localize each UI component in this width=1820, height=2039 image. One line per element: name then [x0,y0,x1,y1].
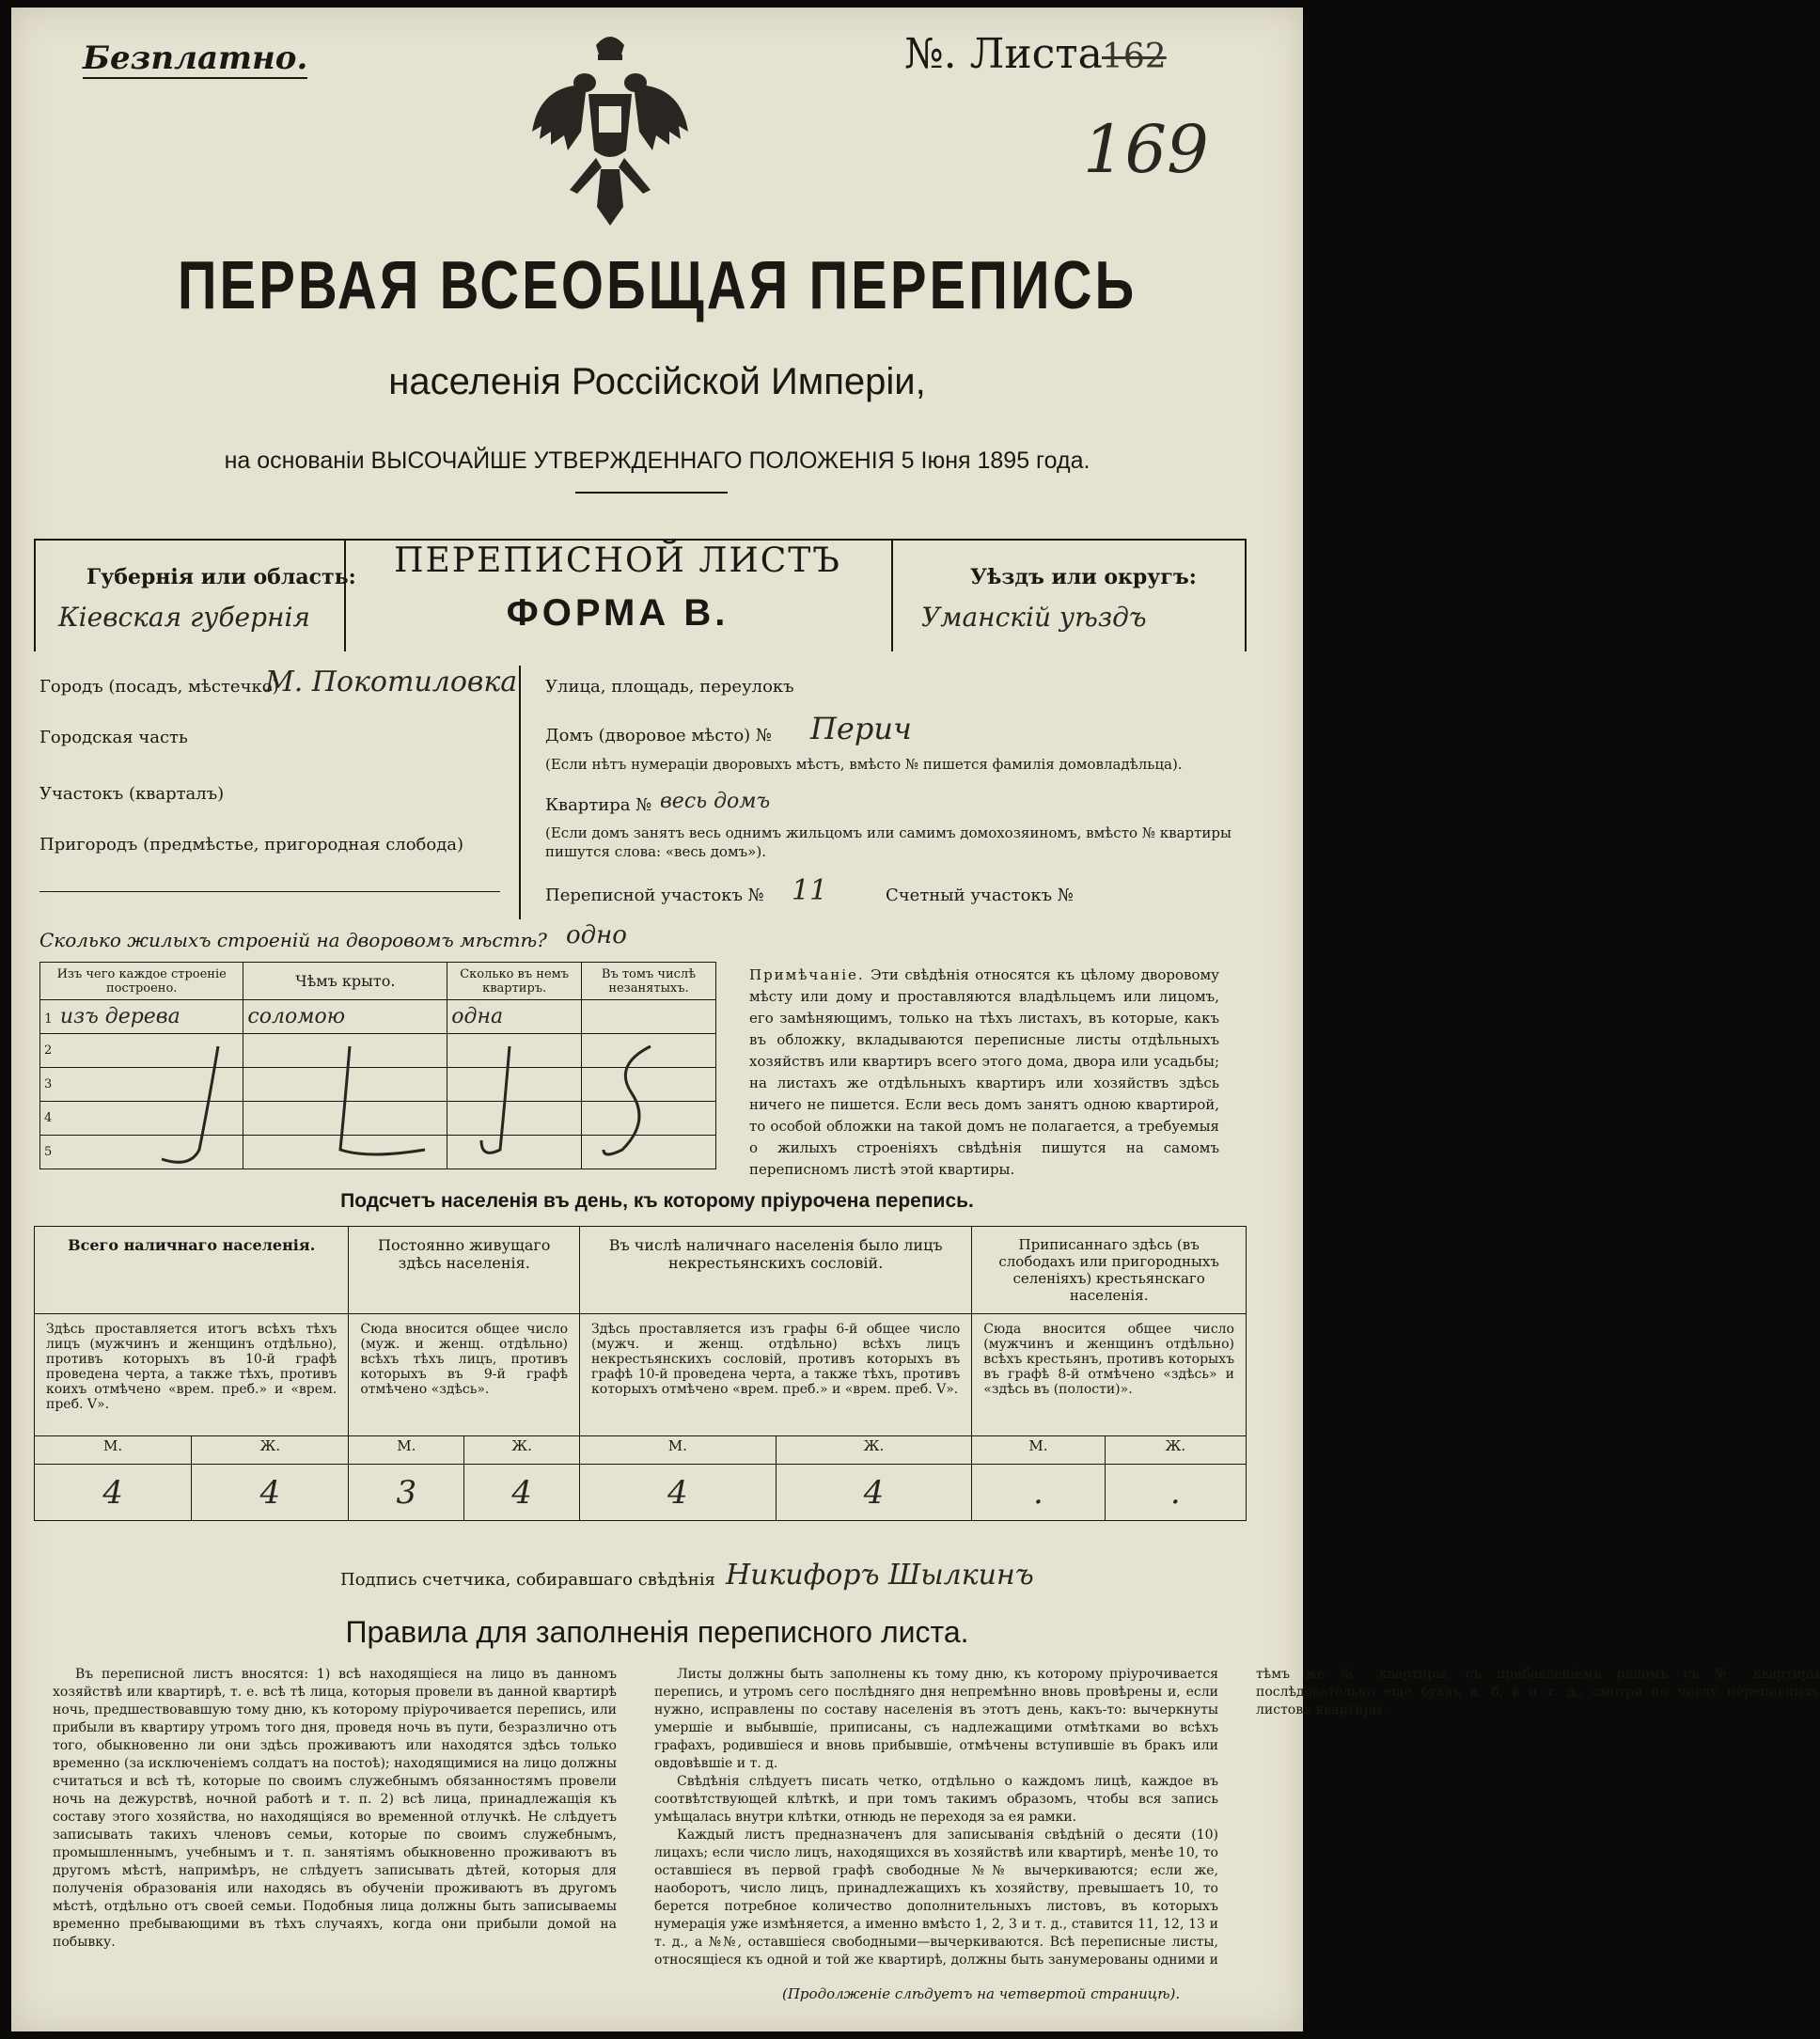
count-f-label: Ж. [192,1436,349,1465]
count-head-permanent: Постоянно живущаго здѣсь населенія. [349,1227,580,1314]
row-number: 4 [44,1111,53,1125]
basis-line: на основаніи ВЫСОЧАЙШЕ УТВЕРЖДЕННАГО ПОЛОЖЕНІЯ 5 Іюня 1895 года. [224,447,1090,474]
count-desc-nonpeasant: Здѣсь проставляется изъ графы 6-й общее число (мужч. и женщ. отдѣльно) всѣхъ лицъ некрестьянскихъ сословій, противъ которыхъ въ графѣ 10-й проведена черта, а также тѣхъ, противъ которыхъ отмѣчено «врем. преб.» и «врем. преб. V». [580,1314,972,1436]
buildings-header-material: Изъ чего каждое строеніе построено. [40,963,243,1000]
kvartira-value: весь домъ [660,790,771,813]
subtitle: населенія Россійской Имперіи, [388,361,926,402]
count-head-peasant: Приписаннаго здѣсь (въ слободахъ или пригородныхъ селеніяхъ) крестьянскаго населенія. [972,1227,1247,1314]
rules-paragraph-3: Свѣдѣнія слѣдуетъ писать четко, отдѣльно о каждомъ лицѣ, каждое въ соотвѣтствующей клѣткѣ, и при томъ такимъ образомъ, чтобы вся запись умѣщалась внутри клѣтки, отнюдь не переходя за ея рамки. [654,1774,1218,1825]
count-f-label: Ж. [1105,1436,1246,1465]
dom-value: Перич [810,711,912,746]
uezd-label: Уѣздъ или округъ: [970,565,1197,589]
count-desc-permanent: Сюда вносится общее число (муж. и женщ. отдѣльно) всѣхъ тѣхъ лицъ, противъ которыхъ въ 9-й графѣ отмѣчено «здѣсь». [349,1314,580,1436]
main-title: ПЕРВАЯ ВСЕОБЩАЯ ПЕРЕПИСЬ [177,246,1138,324]
row-apts: одна [447,1000,582,1034]
form-title: ПЕРЕПИСНОЙ ЛИСТЪ [394,541,841,580]
rules-paragraph-2: Листы должны быть заполнены къ тому дню, къ которому пріурочивается перепись, и утромъ сего послѣдняго дня непремѣнно вновь провѣрены и, если нужно, исправлены по составу населенія въ этотъ день, какъ-то: вычеркнуты умершіе и выбывшіе, приписаны, съ надлежащими отмѣтками во всѣхъ графахъ, родившіеся и вновь прибывшіе, отмѣчены вступившіе въ бракъ или овдовѣвшіе и т. д. [654,1667,1218,1771]
sheet-number-handwritten: 169 [1083,111,1209,188]
sheet-number-label: №. Листа [904,30,1103,78]
note-label: Примѣчаніе. [749,966,865,983]
dom-note: (Если нѣтъ нумераціи дворовыхъ мѣстъ, вмѣсто № пишется фамилія домовладѣльца). [545,756,1183,773]
gorod-value: М. Покотиловка [265,666,518,698]
count-m-label: М. [580,1436,777,1465]
count-total-f: 4 [192,1465,349,1521]
rules-paragraph-4: Каждый листъ предназначенъ для записыванія свѣдѣній о десяти (10) лицахъ; если число лицъ, находящихся въ хозяйствѣ или квартирѣ, менѣе 10, то оставшіеся въ первой графѣ свободные №№ вычеркиваются; если же, наоборотъ, число лицъ, принадлежащихъ къ хозяйству, превышаетъ 10, то берется потребное количество дополнительныхъ листовъ, въ которыхъ нумерація уже измѣняется, а именно вмѣсто 1, 2, 3 и т. д., ставится 11, 12, 13 и т. д., а №№, оставшіеся свободными—вычеркиваются. Всѣ переписные листы, относящіеся къ одной и той же квартирѣ, должны быть занумерованы одними и тѣмъ же № квартиры, съ прибавленіемъ рядомъ съ № квартиры послѣдовательно еще буквъ а, б, в и т. д., смотря по числу переписныхъ листовъ квартиры. [654,1667,1820,1968]
sheet-number-struck: 162 [1102,38,1167,76]
gubernia-value: Кіевская губернія [58,602,310,633]
buildings-dash-marks [39,1037,716,1178]
row-vacant [581,1000,715,1034]
count-m-label: М. [349,1436,464,1465]
count-permanent-f: 4 [464,1465,580,1521]
perepisnoy-label: Переписной участокъ № [545,886,764,905]
title-divider [575,492,728,494]
count-table [34,1226,1247,1521]
count-permanent-m: 3 [349,1465,464,1521]
free-label: Безплатно. [83,39,308,77]
rules-continued: (Продолженіе слѣдуетъ на четвертой страницѣ). [782,1985,1181,2002]
form-subtitle: ФОРМА В. [506,592,730,634]
row-number: 1 [44,1012,53,1027]
row-number: 3 [44,1077,53,1091]
dom-label: Домъ (дворовое мѣсто) № [545,726,772,745]
signature-label: Подпись счетчика, собиравшаго свѣдѣнія [340,1570,715,1590]
rules-title: Правила для заполненія переписного листа. [345,1615,969,1649]
buildings-question: Сколько жилыхъ строеній на дворовомъ мѣстѣ? [39,929,547,951]
count-peasant-m: . [972,1465,1105,1521]
form-box-right [1245,539,1247,651]
row-number: 2 [44,1043,53,1058]
count-m-label: М. [35,1436,192,1465]
count-f-label: Ж. [776,1436,972,1465]
form-box-left [34,539,36,651]
schetny-label: Счетный участокъ № [886,886,1074,905]
rules-paragraph-1: Въ переписной листъ вносятся: 1) всѣ находящіеся на лицо въ данномъ хозяйствѣ или квартирѣ, т. е. всѣ тѣ лица, которыя провели въ данной квартирѣ ночь, предшествовавшую тому дню, къ которому пріурочивается перепись, или прибыли въ квартиру утромъ того дня, проведя ночь въ пути, безразлично отъ того, обыкновенно ли они здѣсь проживаютъ или находятся здѣсь только временно (за исключеніемъ солдатъ на постоѣ); находящимися на лицо должны считаться и всѣ тѣ, которые по своимъ служебнымъ обязанностямъ провели ночь на дежурствѣ, ночной работѣ и т. п. 2) всѣ лица, принадлежащія къ составу этого хозяйства, но находящіяся во временной отлучкѣ. Не слѣдуетъ записывать такихъ членовъ семьи, которые по своимъ служебнымъ, промышленнымъ, учебнымъ и т. п. занятіямъ обыкновенно проживаютъ въ другомъ мѣстѣ, напримѣръ, не слѣдуетъ записывать дѣтей, которыя для полученія образованія или находясь въ обученіи проживаютъ въ другомъ мѣстѣ, отдѣльно отъ своей семьи. Подобныя лица должны быть записываемы временно пребывающими въ тѣхъ случаяхъ, когда они прибыли домой на побывку. [53,1667,617,1950]
prigorod-label: Пригородъ (предмѣстье, пригородная слобода) [39,835,464,855]
count-head-total: Всего наличнаго населенія. [35,1227,349,1314]
kvartira-label: Квартира № [545,795,652,815]
census-sheet [11,8,1820,2031]
count-m-label: М. [972,1436,1105,1465]
count-desc-peasant: Сюда вносится общее число (мужчинъ и женщинъ отдѣльно) всѣхъ крестьянъ, противъ которыхъ въ графѣ 8-й отмѣчено «здѣсь» и «здѣсь въ (полости)». [972,1314,1247,1436]
form-box-top [34,539,1247,541]
ulitsa-label: Улица, площадь, переулокъ [545,677,794,697]
gubernia-label: Губернія или область: [86,565,356,589]
prigorod-line [39,891,500,892]
gorod-label: Городъ (посадъ, мѣстечко) [39,677,279,697]
count-nonpeasant-m: 4 [580,1465,777,1521]
count-desc-total: Здѣсь проставляется итогъ всѣхъ тѣхъ лицъ (мужчинъ и женщинъ отдѣльно), противъ которыхъ въ 10-й графѣ проведена черта, а также тѣхъ, противъ коихъ отмѣчено «врем. преб.» и «врем. преб. V». [35,1314,349,1436]
buildings-answer: одно [566,921,627,949]
rules-text [53,1666,1820,1982]
perepisnoy-value: 11 [792,874,828,907]
address-divider [519,666,521,919]
count-nonpeasant-f: 4 [776,1465,972,1521]
double-headed-eagle-emblem [530,28,690,235]
signature-value: Никифоръ Шылкинъ [726,1559,1034,1592]
note-text: Эти свѣдѣнія относятся къ цѣлому дворовому мѣсту или дому и проставляются владѣльцемъ или лицомъ, его замѣняющимъ, только на тѣхъ листахъ, въ которые, какъ въ обложку, вкладываются переписные листы отдѣльныхъ хозяйствъ или квартиръ всего этого дома, двора или усадьбы; на листахъ же отдѣльныхъ квартиръ или хозяйствъ здѣсь ничего не пишется. Если весь домъ занятъ одною квартирой, то особой обложки на такой домъ не полагается, а требуемыя о жилыхъ строеніяхъ свѣдѣнія пишутся на самомъ переписномъ листѣ этой квартиры. [749,966,1219,1178]
count-peasant-f: . [1105,1465,1246,1521]
uezd-value: Уманскій уѣздъ [921,602,1147,633]
kvartira-note: (Если домъ занятъ весь однимъ жильцомъ или самимъ домохозяиномъ, вмѣсто № квартиры пишутся слова: «весь домъ»). [545,824,1232,860]
count-title: Подсчетъ населенія въ день, къ которому пріурочена перепись. [340,1190,974,1212]
count-f-label: Ж. [464,1436,580,1465]
form-box-divider-right [891,539,893,651]
row-number: 5 [44,1145,53,1159]
gorodskaya-chast-label: Городская часть [39,728,188,747]
buildings-header-roof: Чѣмъ крыто. [243,963,447,1000]
uchastok-label: Участокъ (кварталъ) [39,784,225,804]
count-total-m: 4 [35,1465,192,1521]
row-roof: соломою [243,1000,447,1034]
buildings-header-apts: Сколько въ немъ квартиръ. [447,963,582,1000]
buildings-note [749,965,1219,1181]
buildings-row [40,1000,716,1034]
count-head-nonpeasant: Въ числѣ наличнаго населенія было лицъ некрестьянскихъ сословій. [580,1227,972,1314]
buildings-header-vacant: Въ томъ числѣ незанятыхъ. [581,963,715,1000]
row-material: изъ дерева [59,1005,180,1028]
